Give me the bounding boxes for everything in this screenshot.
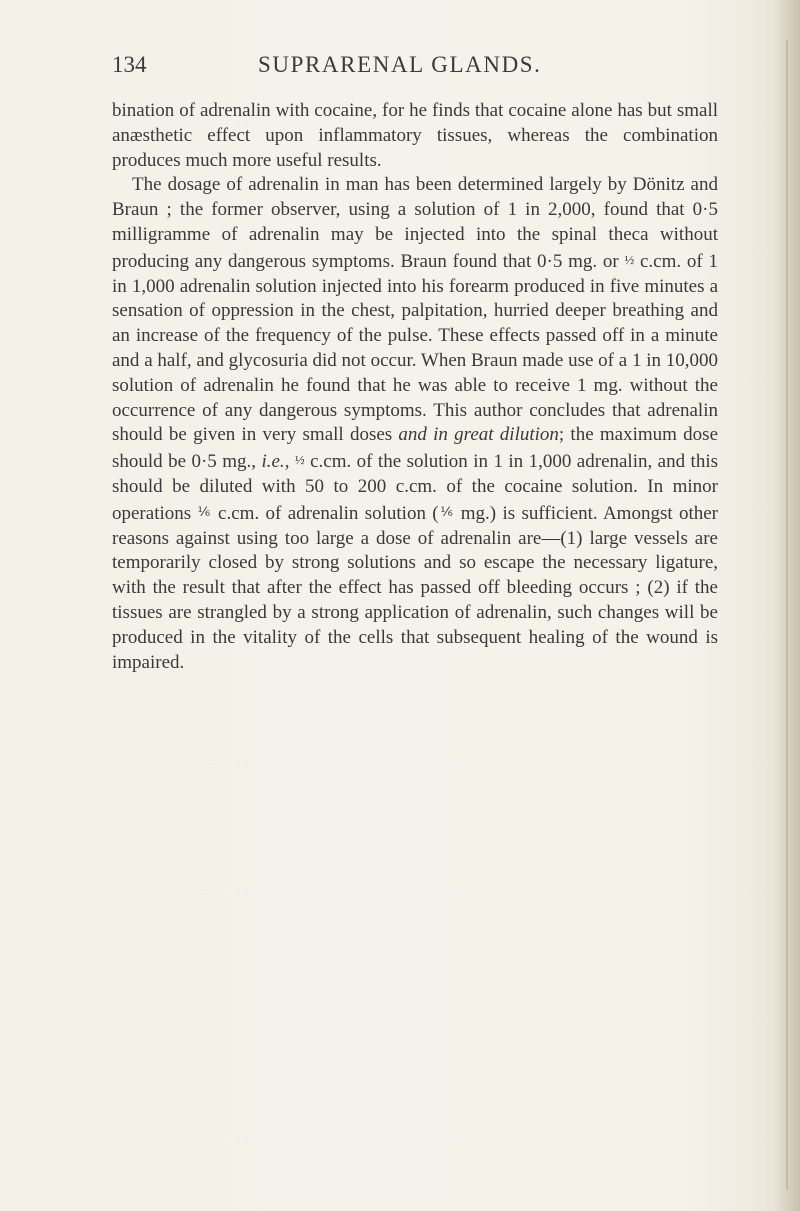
text-run: , (284, 451, 295, 473)
page-header (112, 52, 732, 92)
italic-text: and in great dilution (398, 424, 559, 446)
running-head: SUPRARENAL GLANDS. (258, 52, 542, 77)
italic-text: i.e. (261, 451, 285, 473)
paragraph-continuation: bination of adrenalin with cocaine, for he finds that cocaine alone has but small anæsthetic effect upon inflammatory tissues, whereas the combination produces much more useful results. (112, 100, 718, 171)
binding-edge (786, 40, 788, 1190)
text-run: The dosage of adrenalin in man has been determined largely by Dönitz and Braun ; the former observer, using a solution of 1 in 2,000, found that 0·5 milligramme of adrenalin may be injected into the spinal theca without producing any dangerous symptoms. Braun found that 0·5 mg. or (112, 174, 718, 272)
text-run: c.cm. of adrenalin solution ( (211, 502, 439, 524)
fraction: ½ (294, 452, 305, 468)
text-run: mg.) is sufficient. Amongst other reasons against using too large a dose of adrenalin are—(1) large vessels are temporarily closed by strong solutions and so escape the necessary ligature, with the result that after the effect has passed off bleeding occurs ; (2) if the tissues are strangled by a strong application of adrenalin, such changes will be produced in the vitality of the cells that subsequent healing of the wound is impaired. (112, 502, 719, 673)
text-run: c.cm. of 1 in 1,000 adrenalin solution injected into his forearm produced in five minutes a sensation of oppression in the chest, palpitation, hurried deeper breathing and an increase of the frequency of the pulse. These effects passed off in a minute and a half, and glycosuria did not occur. When Braun made use of a 1 in 10,000 solution of adrenalin he found that he was able to receive 1 mg. without the occurrence of any dangerous symptoms. This author concludes that adrenalin should be given in very small doses (112, 250, 718, 446)
text-run: c.cm. of the solution in 1 in 1,000 adrenalin, and this should be diluted with 50 to 200 c.cm. of the cocaine solution. In minor operations (112, 451, 719, 524)
page-number: 134 (112, 52, 147, 77)
page-gutter (772, 0, 800, 1211)
fraction: ⅙ (197, 503, 212, 519)
fraction: ⅙ (438, 503, 455, 519)
text-run: ; the maximum dose should be 0·5 mg., (112, 424, 718, 473)
fraction: ½ (624, 251, 635, 267)
paragraph-dosage (112, 173, 718, 675)
body-text (112, 99, 718, 675)
